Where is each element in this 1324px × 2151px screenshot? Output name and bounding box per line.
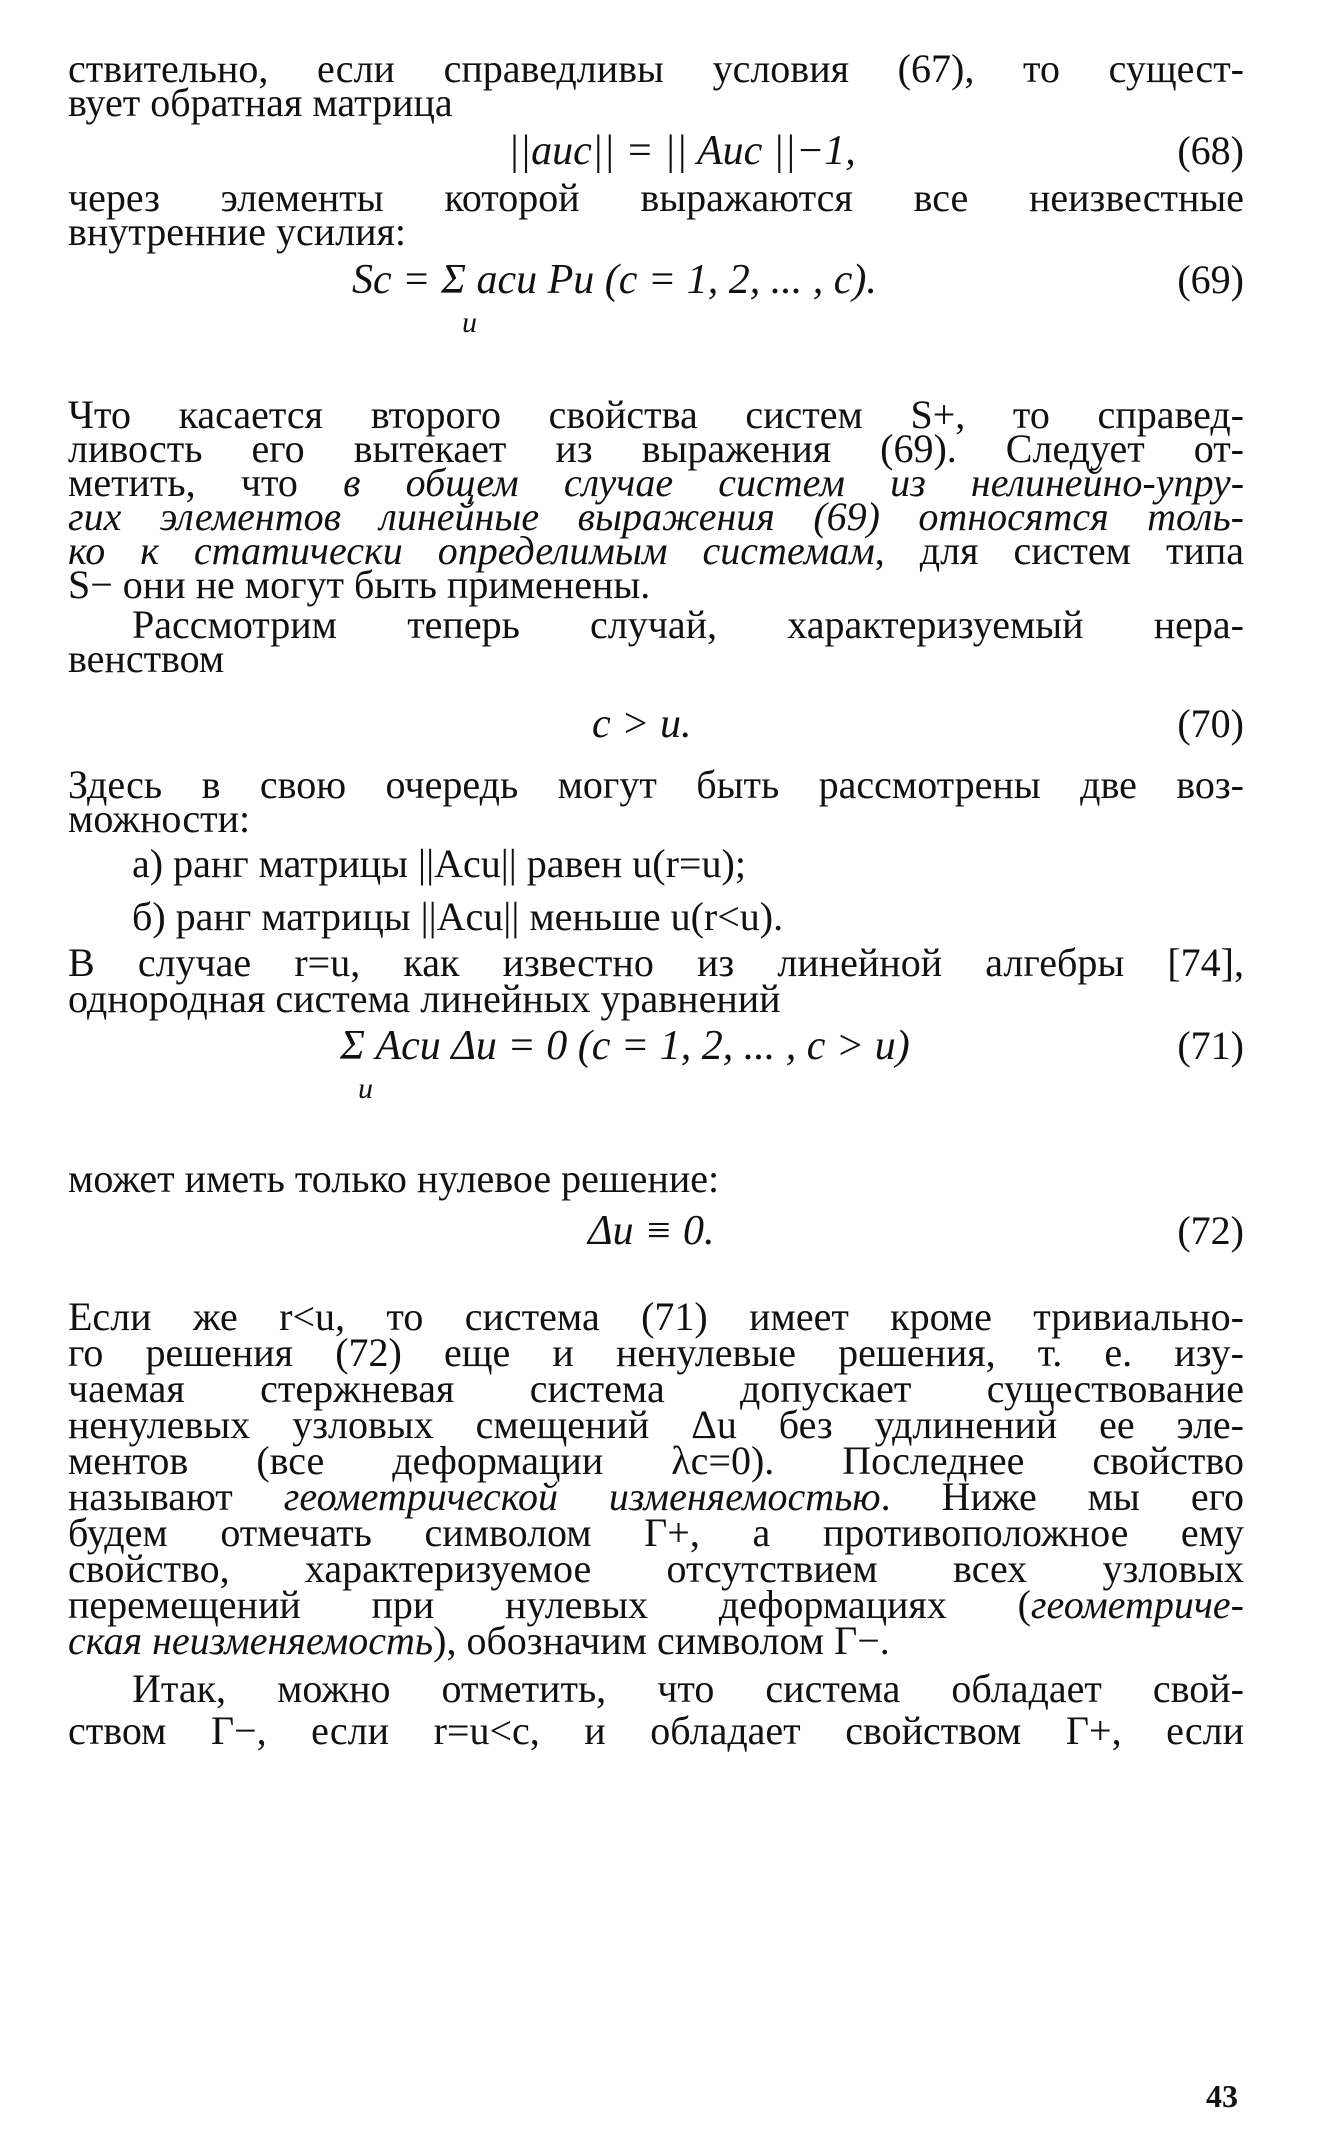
- sum-index: u: [358, 1072, 373, 1105]
- text-line: ствительно, если справедливы условия (67), то сущест-: [68, 46, 1244, 91]
- equation-69: Sc = Σ acu Pu (c = 1, 2, ... , c).: [352, 257, 877, 303]
- page-number: 43: [1206, 2078, 1238, 2114]
- equation-number: (72): [1177, 1208, 1244, 1253]
- equation-72: Δu ≡ 0.: [588, 1208, 715, 1254]
- text-line: свойство, характеризуемое отсутствием всех узловых: [68, 1546, 1244, 1591]
- text-span: метить, что: [68, 460, 344, 505]
- sum-index: u: [462, 306, 477, 339]
- text-span: . Ниже мы его: [880, 1474, 1244, 1519]
- text-line: вует обратная матрица: [68, 80, 453, 125]
- text-line: Если же r<u, то система (71) имеет кроме тривиально-: [68, 1294, 1244, 1339]
- text-line-italic: гих элементов линейные выражения (69) относятся толь-: [68, 494, 1244, 539]
- text-line: однородная система линейных уравнений: [68, 976, 781, 1021]
- text-line: [68, 1618, 1244, 1664]
- text-line: S− они не могут быть применены.: [68, 562, 651, 607]
- italic-span: ко к статически определимым системам: [68, 528, 875, 573]
- text-line: ментов (все деформации λc=0). Последнее свойство: [68, 1438, 1244, 1483]
- equation-number: (69): [1177, 257, 1244, 302]
- equation-number: (68): [1177, 128, 1244, 173]
- text-line: будем отмечать символом Г+, а противоположное ему: [68, 1510, 1244, 1555]
- text-line: В случае r=u, как известно из линейной алгебры [74],: [68, 940, 1244, 985]
- italic-span: геометрической изменяемостью: [283, 1474, 881, 1519]
- text-span: ), обозначим символом Г−.: [433, 1618, 890, 1663]
- italic-span: в общем случае систем из нелинейно-упру-: [343, 460, 1245, 505]
- italic-span: ская неизменяемость: [68, 1618, 434, 1663]
- list-item: а) ранг матрицы ||Acu|| равен u(r=u);: [132, 841, 746, 886]
- equation-70: c > u.: [592, 701, 692, 747]
- equation-68: ||auc|| = || Auc ||−1,: [508, 128, 856, 174]
- text-line: чаемая стержневая система допускает существование: [68, 1366, 1244, 1411]
- equation-number: (71): [1177, 1023, 1244, 1068]
- equation-number: (70): [1177, 701, 1244, 746]
- equation-71: Σ Acu Δu = 0 (c = 1, 2, ... , c > u): [340, 1023, 910, 1069]
- text-line: го решения (72) еще и ненулевые решения, т. е. изу-: [68, 1330, 1244, 1375]
- text-line: Что касается второго свойства систем S+, то справед-: [68, 392, 1244, 437]
- text-line: Итак, можно отметить, что система обладает свой-: [132, 1666, 1244, 1711]
- list-item: б) ранг матрицы ||Acu|| меньше u(r<u).: [132, 894, 784, 939]
- text-line: ненулевых узловых смещений Δu без удлинений ее эле-: [68, 1402, 1244, 1447]
- italic-span: геометриче-: [1030, 1582, 1244, 1627]
- text-span: называют: [68, 1474, 284, 1519]
- text-line: может иметь только нулевое решение:: [68, 1156, 720, 1201]
- text-line: Здесь в свою очередь могут быть рассмотрены две воз-: [68, 762, 1244, 807]
- text-span: перемещений при нулевых деформациях (: [68, 1582, 1031, 1627]
- text-line: Рассмотрим теперь случай, характеризуемый нера-: [132, 602, 1244, 647]
- text-span: , для систем типа: [874, 528, 1245, 573]
- text-line: можности:: [68, 796, 251, 841]
- text-line: венством: [68, 636, 225, 681]
- text-line: через элементы которой выражаются все неизвестные: [68, 175, 1244, 220]
- text-line: ливость его вытекает из выражения (69). Следует от-: [68, 426, 1244, 471]
- text-line: внутренние усилия:: [68, 209, 407, 254]
- text-line: ством Г−, если r=u<c, и обладает свойством Г+, если: [68, 1708, 1244, 1753]
